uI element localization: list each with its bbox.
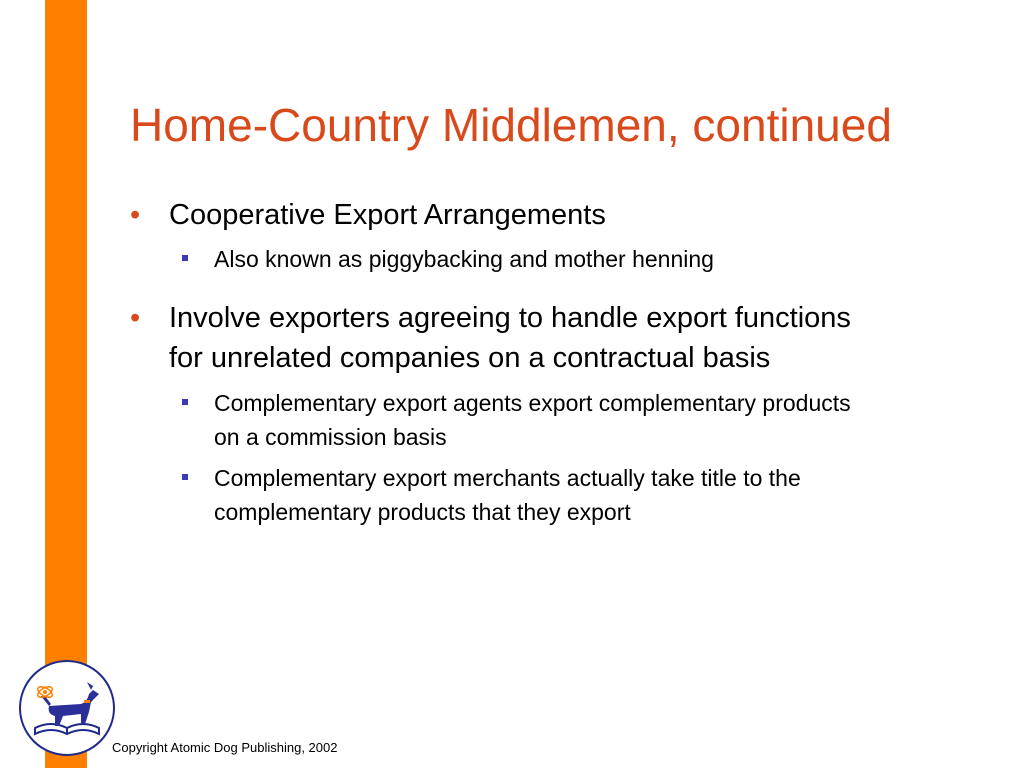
sub-bullet-line: Complementary export agents export complementary products: [214, 390, 851, 416]
bullet-dot-icon: •: [130, 199, 141, 231]
copyright-footer: Copyright Atomic Dog Publishing, 2002: [112, 740, 338, 755]
sub-bullet-square-icon: [182, 255, 188, 261]
sub-bullet-text: Also known as piggybacking and mother henning: [214, 246, 714, 272]
bullet-text: Cooperative Export Arrangements: [169, 199, 606, 231]
sub-bullet-line: on a commission basis: [214, 424, 447, 450]
sub-bullet-line: Complementary export merchants actually take title to the: [214, 465, 801, 491]
sub-bullet-square-icon: [182, 474, 188, 480]
bullet-dot-icon: •: [130, 302, 141, 334]
bullet-line: for unrelated companies on a contractual basis: [169, 342, 771, 374]
sub-bullet-square-icon: [182, 399, 188, 405]
slide-title: Home-Country Middlemen, continued: [130, 99, 892, 151]
sub-bullet-text: [214, 461, 1014, 529]
atomic-dog-logo-icon: [19, 660, 115, 756]
sub-bullet-line: complementary products that they export: [214, 499, 631, 525]
logo-graphic: [21, 662, 113, 754]
bullet-text: [169, 298, 999, 378]
sub-bullet-text: [214, 386, 1014, 454]
bullet-line: Involve exporters agreeing to handle export functions: [169, 302, 851, 334]
